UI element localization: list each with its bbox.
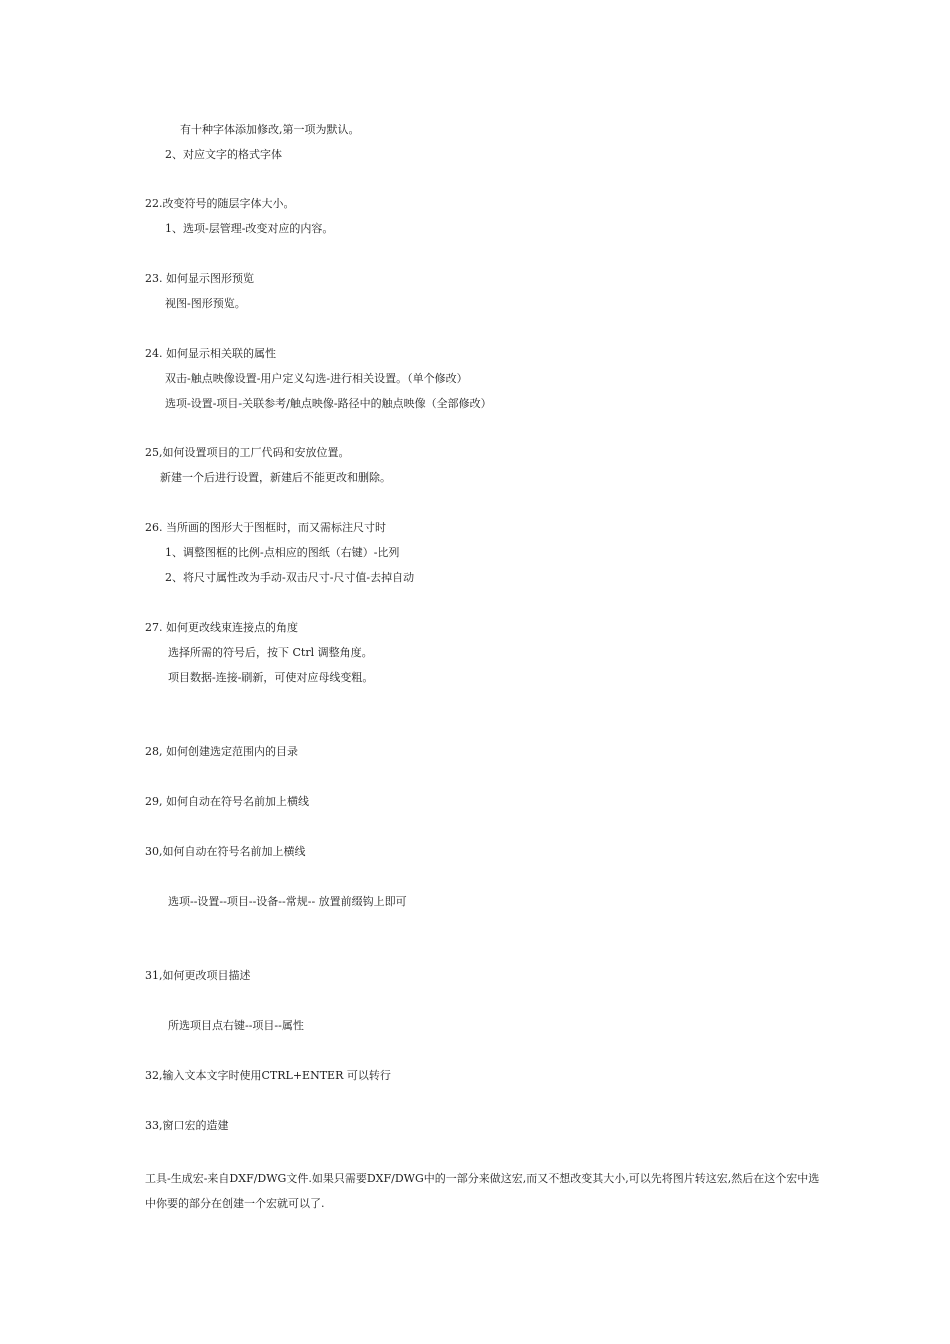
text-line: 选择所需的符号后，按下 Ctrl 调整角度。: [168, 646, 373, 659]
text-line: 1、调整图框的比例-点相应的图纸（右键）-比列: [165, 546, 400, 559]
text-line: 选项-设置-项目-关联参考/触点映像-路径中的触点映像（全部修改）: [165, 397, 492, 410]
text-line: 有十种字体添加修改,第一项为默认。: [180, 123, 360, 136]
text-line: 2、对应文字的格式字体: [165, 148, 282, 161]
text-line: 项目数据-连接-刷新，可使对应母线变粗。: [168, 671, 374, 684]
text-line: 2、将尺寸属性改为手动-双击尺寸-尺寸值-去掉自动: [165, 571, 415, 584]
text-line: 选项--设置--项目--设备--常规-- 放置前缀钩上即可: [168, 895, 407, 908]
section-heading: 24. 如何显示相关联的属性: [145, 347, 276, 360]
section-heading: 26. 当所画的图形大于图框时，而又需标注尺寸时: [145, 521, 386, 534]
section-heading: 23. 如何显示图形预览: [145, 272, 254, 285]
final-paragraph: 工具-生成宏-来自DXF/DWG文件.如果只需要DXF/DWG中的一部分来做这宏,而又不想改变其大小,可以先将图片转这宏,然后在这个宏中选中你要的部分在创建一个宏就可以了.: [145, 1172, 820, 1210]
section-heading: 31,如何更改项目描述: [145, 969, 251, 982]
text-line: 双击-触点映像设置-用户定义勾选-进行相关设置。（单个修改）: [165, 372, 468, 385]
text-line: 视图-图形预览。: [165, 297, 246, 310]
section-heading: 30,如何自动在符号名前加上横线: [145, 845, 306, 858]
section-heading: 22.改变符号的随层字体大小。: [145, 197, 295, 210]
section-heading: 29, 如何自动在符号名前加上横线: [145, 795, 309, 808]
section-heading: 28, 如何创建选定范围内的目录: [145, 745, 298, 758]
section-heading: 25,如何设置项目的工厂代码和安放位置。: [145, 446, 350, 459]
section-heading: 27. 如何更改线束连接点的角度: [145, 621, 298, 634]
text-line: 所选项目点右键--项目--属性: [168, 1019, 304, 1032]
text-line: 1、选项-层管理-改变对应的内容。: [165, 222, 334, 235]
section-heading: 32,输入文本文字时使用CTRL+ENTER 可以转行: [145, 1069, 391, 1082]
text-line: 新建一个后进行设置，新建后不能更改和删除。: [160, 471, 391, 484]
section-heading: 33,窗口宏的造建: [145, 1119, 229, 1132]
